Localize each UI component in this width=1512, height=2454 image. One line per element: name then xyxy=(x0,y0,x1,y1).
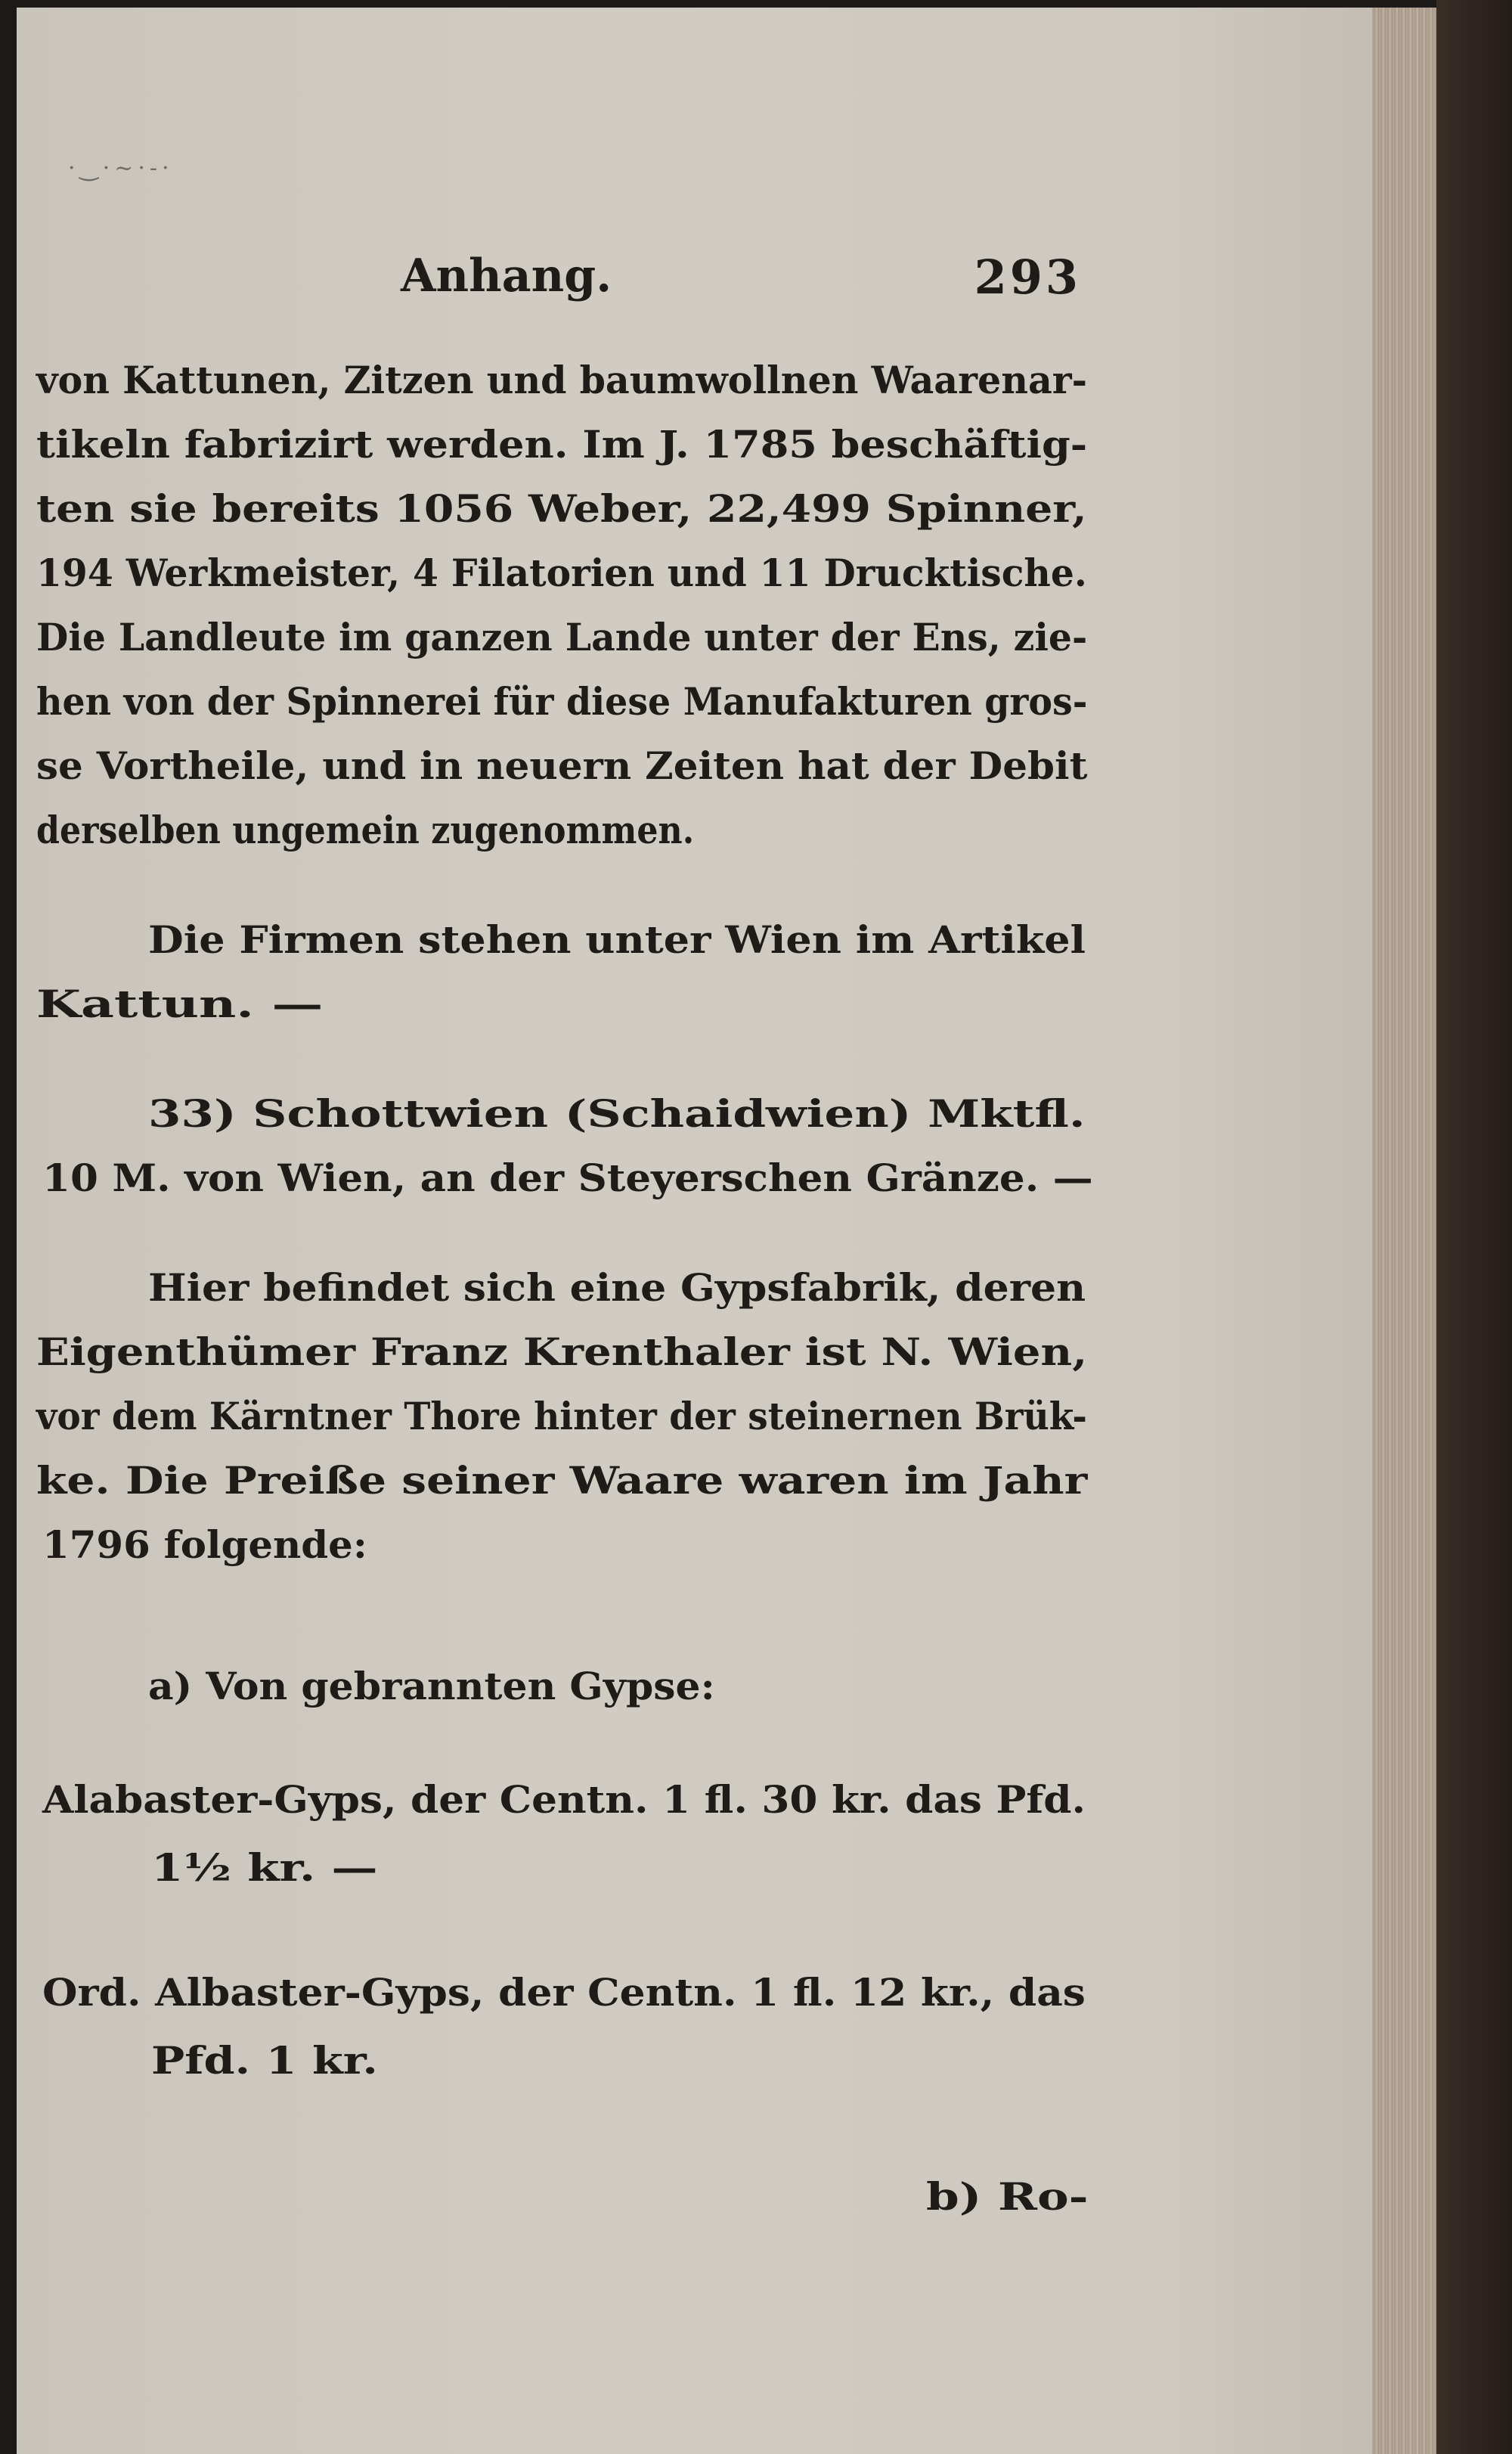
page-number: 293 xyxy=(974,250,1081,305)
text-line: Die Firmen stehen unter Wien im Artikel xyxy=(148,917,1086,962)
text-line: 1796 folgende: xyxy=(42,1522,367,1567)
text-line: 33) Schottwien (Schaidwien) Mktfl. xyxy=(148,1091,1086,1136)
text-line: Die Landleute im ganzen Lande unter der Ens, zie- xyxy=(36,615,1088,659)
text-line: 194 Werkmeister, 4 Filatorien und 11 Drucktische. xyxy=(36,551,1087,595)
text-line: Alabaster-Gyps, der Centn. 1 fl. 30 kr. das Pfd. xyxy=(42,1777,1086,1822)
running-head xyxy=(401,250,1081,318)
text-line: a) Von gebrannten Gypse: xyxy=(148,1664,715,1708)
text-line: ke. Die Preiße seiner Waare waren im Jahr xyxy=(36,1458,1088,1503)
text-line: derselben ungemein zugenommen. xyxy=(36,808,695,852)
text-line: vor dem Kärntner Thore hinter der steinernen Brük- xyxy=(36,1394,1087,1438)
text-line: ten sie bereits 1056 Weber, 22,499 Spinner, xyxy=(36,486,1087,531)
text-line: Eigenthümer Franz Krenthaler ist N. Wien, xyxy=(36,1329,1088,1374)
ink-smudge: ·‿·~·-· xyxy=(68,155,174,181)
book-cover-edge xyxy=(1436,0,1512,2454)
text-line: se Vortheile, und in neuern Zeiten hat der Debit xyxy=(36,743,1088,788)
text-line: tikeln fabrizirt werden. Im J. 1785 beschäftig- xyxy=(36,422,1088,467)
text-line: 10 M. von Wien, an der Steyerschen Gränze. — xyxy=(42,1156,1093,1200)
text-line: Ord. Albaster-Gyps, der Centn. 1 fl. 12 kr., das xyxy=(42,1970,1086,2015)
page-edges xyxy=(1372,8,1436,2454)
catchword: b) Ro- xyxy=(926,2174,1089,2219)
text-line: Hier befindet sich eine Gypsfabrik, deren xyxy=(148,1265,1086,1310)
text-line: von Kattunen, Zitzen und baumwollnen Waarenar- xyxy=(36,358,1088,402)
text-line: 1½ kr. — xyxy=(151,1845,378,1890)
text-line: Pfd. 1 kr. xyxy=(151,2038,378,2083)
text-line: hen von der Spinnerei für diese Manufakturen gros- xyxy=(36,679,1088,724)
text-line: Kattun. — xyxy=(36,982,324,1026)
header-title: Anhang. xyxy=(401,250,612,302)
